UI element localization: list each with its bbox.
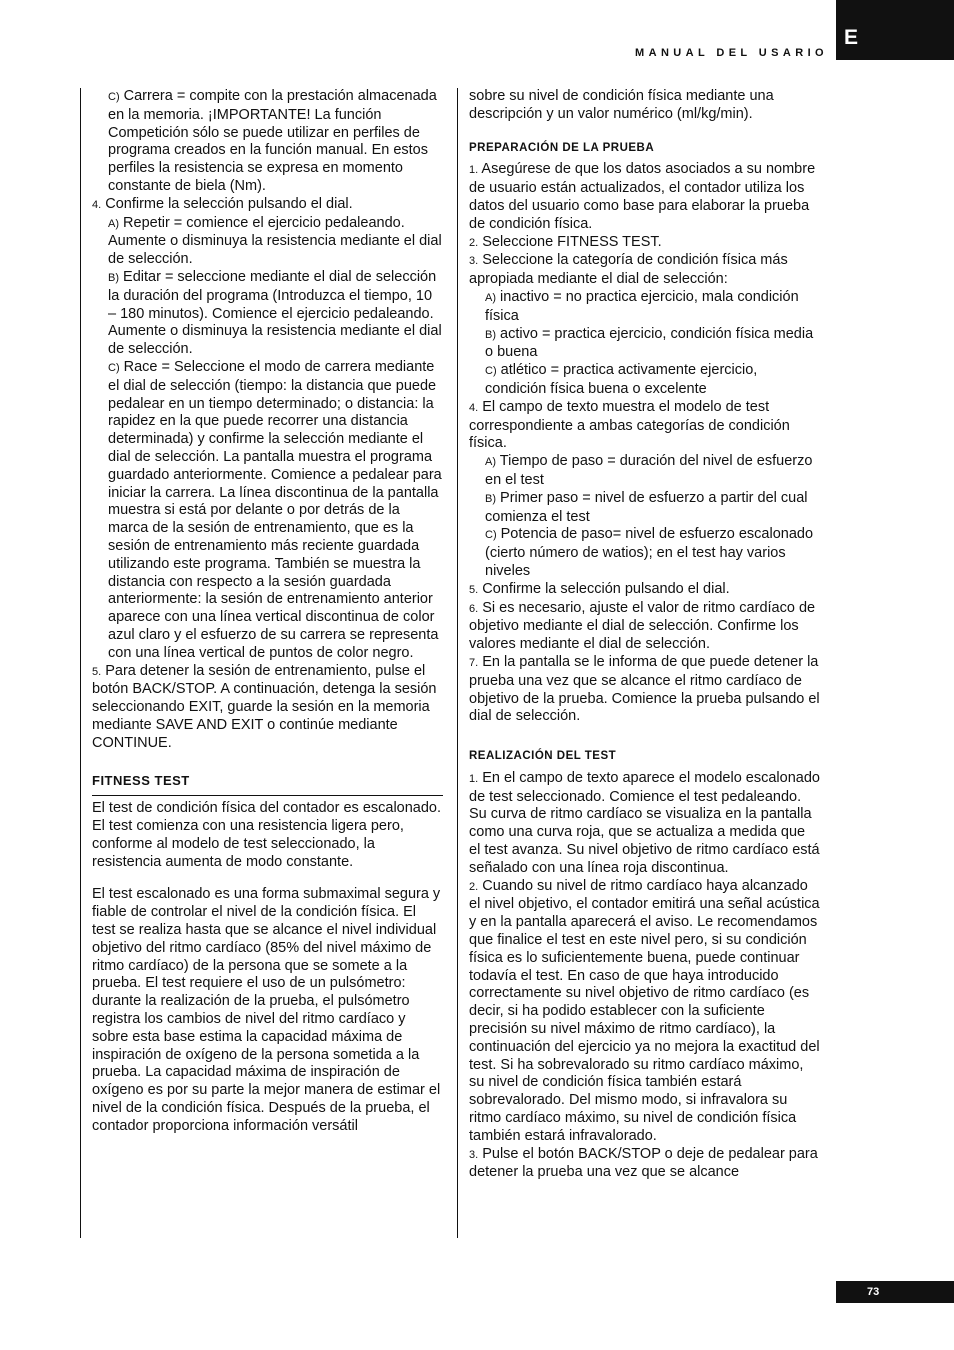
list-item [469, 289, 820, 326]
list-marker: B) [485, 328, 496, 341]
list-number: 5. [92, 665, 102, 678]
list-item-text: Carrera = compite con la prestación almacenada en la memoria. ¡IMPORTANTE! La función Competición sólo se puede utilizar en perfiles de programa creados en la función manual. En estos perfiles la resistencia se expresa en momento constante de biela (Nm). [108, 88, 437, 194]
list-item [92, 196, 443, 215]
list-number: 2. [469, 236, 479, 249]
list-number: 2. [469, 880, 479, 893]
list-marker: A) [485, 456, 496, 469]
list-item [92, 88, 443, 196]
paragraph: sobre su nivel de condición física mediante una descripción y un valor numérico (ml/kg/min). [469, 88, 774, 122]
list-item-text: Si es necesario, ajuste el valor de ritmo cardíaco de objetivo mediante el dial de selección. Confirme los valores mediante el dial de selección. [469, 599, 816, 653]
list-item [469, 252, 820, 289]
page-number-tab [836, 1281, 954, 1303]
list-item-text: Editar = seleccione mediante el dial de selección la duración del programa (Introduzca el tiempo, 10 – 180 minutos). Comience el ejercicio pedaleando. Aumente o disminuya la resistencia mediante el dial de selección. [108, 268, 442, 358]
list-item [469, 399, 820, 453]
list-item-text: En el campo de texto aparece el modelo escalonado de test seleccionado. Comience el test pedaleando. Su curva de ritmo cardíaco se visualiza en la pantalla como una curva roja, que se actualiza a medida que el test avanza. Su nivel objetivo de ritmo cardíaco está señalado con una línea roja discontinua. [469, 769, 820, 876]
list-item-text: Potencia de paso= nivel de esfuerzo escalonado (cierto número de watios); en el test hay varios niveles [485, 526, 814, 579]
right-column [457, 88, 820, 1238]
paragraph: El test escalonado es una forma submaximal segura y fiable de controlar el nivel de la condición física. El test se realiza hasta que se alcance el nivel individual objetivo del ritmo cardíaco (85% del nivel máximo de ritmo cardíaco) de la persona que se somete a la prueba. El test requiere el uso de un pulsómetro: durante la realización de la prueba, el pulsómetro registra los cambios de nivel del ritmo cardíaco y sobre esta base estima la capacidad máxima de inspiración de oxígeno de la persona sometida a la prueba. La capacidad máxima de inspiración de oxígeno es por su parte la mejor manera de estimar el nivel de la condición física. Después de la prueba, el contador proporciona información versátil [92, 886, 441, 1134]
list-item [92, 215, 443, 269]
list-item [469, 161, 820, 233]
list-item [469, 234, 820, 253]
list-number: 1. [469, 164, 479, 177]
list-marker: C) [108, 361, 120, 374]
list-number: 3. [469, 1148, 479, 1161]
list-item-text: Confirme la selección pulsando el dial. [482, 580, 730, 597]
list-item [469, 490, 820, 527]
list-marker: B) [108, 271, 119, 284]
list-item [469, 581, 820, 600]
list-item-text: Cuando su nivel de ritmo cardíaco haya alcanzado el nivel objetivo, el contador emitirá una señal acústica y en la pantalla aparecerá el aviso. Le recomendamos que finalice el test en este nivel pero, si su condición física es lo suficientemente buena, puede continuar todavía el test. En caso de que haya introducido correctamente su nivel objetivo de ritmo cardíaco (es decir, si ha podido establecer con la suficiente precisión su nivel máximo de ritmo cardíaco), la continuación del ejercicio ya no mejora la exactitud del test. Si ha sobrevalorado su ritmo cardíaco máximo, su nivel de condición física también estará sobrevalorado. Del mismo modo, si infravalora su ritmo cardíaco máximo, su nivel de condición física también estará infravalorado. [469, 877, 820, 1144]
list-item-text: Tiempo de paso = duración del nivel de esfuerzo en el test [485, 453, 813, 488]
list-item [92, 269, 443, 359]
list-marker: C) [485, 529, 497, 542]
list-marker: C) [108, 91, 120, 103]
list-number: 3. [469, 255, 479, 268]
section-heading-preparation: PREPARACIÓN DE LA PRUEBA [469, 141, 655, 154]
paragraph: El test de condición física del contador es escalonado. El test comienza con una resistencia ligera pero, conforme al modelo de test seleccionado, la resistencia aumenta de modo constante. [92, 800, 442, 870]
list-item [469, 654, 820, 726]
list-item-text: activo = practica ejercicio, condición física media o buena [485, 325, 814, 361]
manual-title: MANUAL DEL USARIO [635, 47, 828, 59]
list-item [469, 600, 820, 654]
list-item [92, 359, 443, 663]
list-number: 4. [469, 401, 479, 414]
list-item-text: Para detener la sesión de entrenamiento, pulse el botón BACK/STOP. A continuación, detenga la sesión seleccionando EXIT, guarde la sesión en la memoria mediante SAVE AND EXIT o continúe mediante CONTINUE. [92, 662, 437, 751]
list-item-text: inactivo = no practica ejercicio, mala condición física [485, 288, 799, 324]
list-item-text: Race = Seleccione el modo de carrera mediante el dial de selección (tiempo: la distancia que puede pedalear en un tiempo determinado; o distancia: la rapidez en la que puede recorrer una distancia determinada) y confirme la selección mediante el dial de selección. La pantalla muestra el programa guardado anteriormente. Comience a pedalear para iniciar la carrera. La línea discontinua de la pantalla muestra si está por delante o por detrás de la marca de la sesión de entrenamiento, que es la sesión de entrenamiento más reciente guardada utilizando este programa. También se muestra la distancia con respecto a la sesión guardada anteriormente: la sesión de entrenamiento anterior aparece con una línea vertical discontinua de color azul claro y el esfuerzo de su carrera se representa con una línea vertical de puntos de color negro. [108, 358, 442, 661]
section-heading-fitness-test: FITNESS TEST [92, 752, 443, 796]
list-item [469, 326, 820, 363]
language-tab-label: E [844, 26, 859, 49]
list-item [469, 526, 820, 580]
list-item-text: Repetir = comience el ejercicio pedaleando. Aumente o disminuya la resistencia mediante el dial de selección. [108, 214, 442, 268]
list-item-text: Confirme la selección pulsando el dial. [105, 195, 353, 212]
list-number: 7. [469, 656, 479, 669]
left-column [80, 88, 443, 1238]
list-number: 5. [469, 583, 479, 596]
list-item [469, 453, 820, 490]
list-marker: A) [108, 217, 119, 230]
list-marker: B) [485, 492, 496, 505]
list-item-text: En la pantalla se le informa de que puede detener la prueba una vez que se alcance el ritmo cardíaco de objetivo de la prueba. Comience la prueba pulsando el dial de selección. [469, 653, 820, 725]
list-item-text: Pulse el botón BACK/STOP o deje de pedalear para detener la prueba una vez que se alcance [469, 1145, 818, 1181]
list-item [469, 362, 820, 399]
list-item [469, 878, 820, 1146]
list-item-text: Seleccione FITNESS TEST. [482, 233, 662, 250]
page-number: 73 [867, 1286, 880, 1298]
list-item-text: Asegúrese de que los datos asociados a su nombre de usuario están actualizados, el contador utiliza los datos del usuario como base para elaborar la prueba de condición física. [469, 161, 816, 232]
list-marker: A) [485, 291, 496, 304]
list-number: 1. [469, 772, 479, 785]
list-number: 6. [469, 602, 479, 615]
list-item [469, 1146, 820, 1183]
language-tab [836, 0, 954, 60]
list-item-text: Primer paso = nivel de esfuerzo a partir del cual comienza el test [485, 489, 808, 525]
list-item [469, 770, 820, 878]
list-item [92, 663, 443, 753]
section-heading-execution: REALIZACIÓN DEL TEST [469, 750, 617, 763]
list-item-text: El campo de texto muestra el modelo de test correspondiente a ambas categorías de condición física. [469, 398, 790, 452]
list-item-text: Seleccione la categoría de condición física más apropiada mediante el dial de selección: [469, 252, 788, 288]
list-marker: C) [485, 365, 497, 378]
list-item-text: atlético = practica activamente ejercicio, condición física buena o excelente [485, 362, 758, 397]
list-number: 4. [92, 198, 102, 211]
